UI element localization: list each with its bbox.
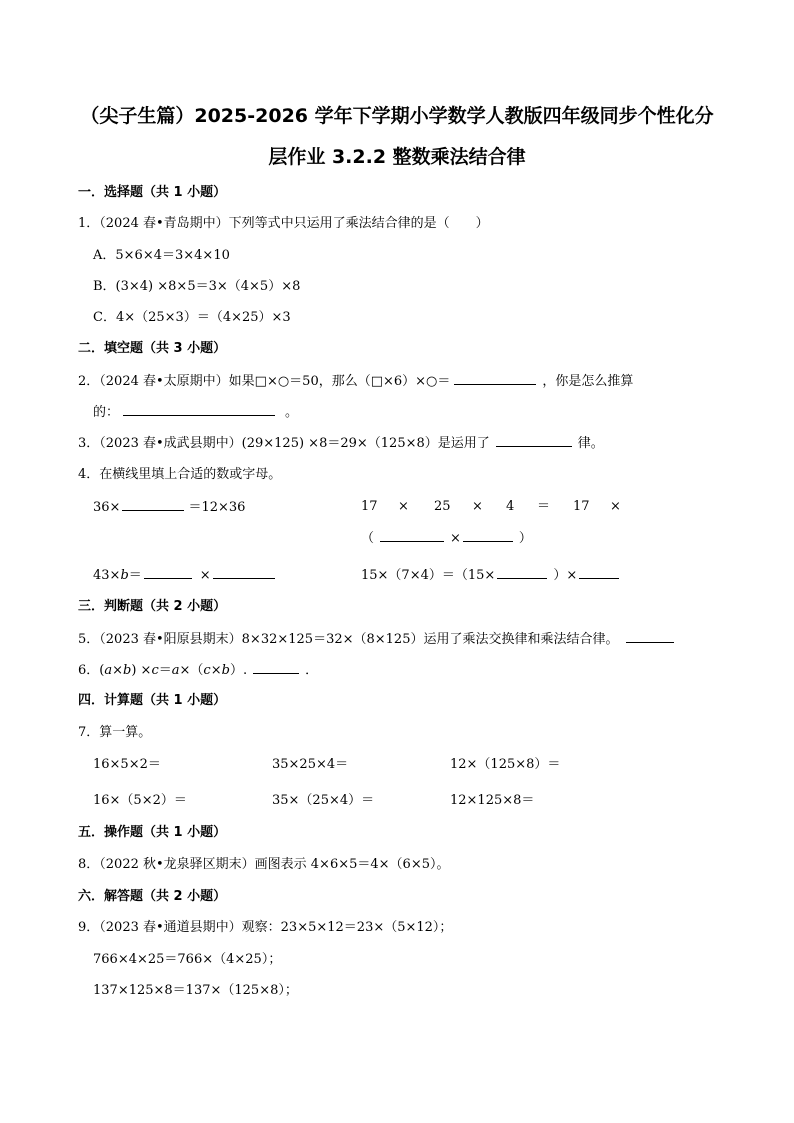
doc-title-line-1: （尖子生篇）2025-2026 学年下学期小学数学人教版四年级同步个性化分 bbox=[80, 105, 714, 127]
item-text: 17 bbox=[361, 499, 378, 514]
question-1-option-a: A．5×6×4＝3×4×10 bbox=[93, 248, 230, 263]
item-text: （ bbox=[361, 531, 375, 546]
answer-blank[interactable] bbox=[579, 566, 619, 579]
item-text: × bbox=[610, 499, 621, 514]
item-text: ＝ bbox=[537, 499, 551, 514]
item-text: 6．( bbox=[78, 663, 105, 678]
item-text: 4 bbox=[506, 499, 515, 514]
answer-blank[interactable] bbox=[122, 498, 184, 511]
question-4-stem: 4．在横线里填上合适的数或字母。 bbox=[78, 467, 282, 482]
question-2-line-2 bbox=[93, 403, 298, 422]
answer-blank[interactable] bbox=[380, 529, 444, 542]
item-text: × bbox=[112, 663, 124, 678]
calc-item: 16×（5×2）＝ bbox=[93, 793, 187, 808]
question-5 bbox=[78, 630, 674, 649]
item-text: 36× bbox=[93, 500, 121, 515]
answer-blank[interactable] bbox=[496, 434, 572, 447]
question-4-item-2-cont bbox=[361, 529, 532, 548]
item-variable: b bbox=[120, 568, 129, 583]
section-heading-operate: 五．操作题（共 1 小题） bbox=[78, 825, 227, 840]
answer-blank[interactable] bbox=[454, 372, 536, 385]
item-text: ＝12×36 bbox=[188, 500, 246, 515]
question-5-text: 5．（2023 春•阳原县期末）8×32×125＝32×（8×125）运用了乘法交换律和乘法结合律。 bbox=[78, 632, 619, 647]
answer-blank[interactable] bbox=[144, 566, 192, 579]
item-text: ）× bbox=[553, 568, 578, 583]
calc-item: 35×（25×4）＝ bbox=[272, 793, 375, 808]
question-2-line-1 bbox=[78, 372, 633, 391]
calc-item: 35×25×4＝ bbox=[272, 757, 349, 772]
item-text: × bbox=[199, 568, 211, 583]
calc-item: 16×5×2＝ bbox=[93, 757, 161, 772]
item-text: 17 bbox=[573, 499, 590, 514]
item-text: 25 bbox=[434, 499, 451, 514]
answer-blank[interactable] bbox=[253, 661, 299, 674]
item-variable: a bbox=[171, 663, 180, 678]
item-text: 43× bbox=[93, 568, 121, 583]
item-text: ） bbox=[518, 531, 532, 546]
question-2-text-b: ，你是怎么推算 bbox=[542, 374, 634, 389]
section-heading-choice: 一．选择题（共 1 小题） bbox=[78, 185, 227, 200]
item-variable: c bbox=[151, 663, 159, 678]
item-text: ． bbox=[305, 663, 319, 678]
calc-item: 12×（125×8）＝ bbox=[450, 757, 561, 772]
question-3 bbox=[78, 434, 604, 453]
item-text: ×（ bbox=[179, 663, 204, 678]
item-variable: a bbox=[104, 663, 113, 678]
item-text: ) × bbox=[131, 663, 152, 678]
item-text: 15×（7×4）＝（15× bbox=[361, 568, 496, 583]
question-6 bbox=[78, 661, 318, 680]
section-heading-answer: 六．解答题（共 2 小题） bbox=[78, 889, 227, 904]
question-9-line-2: 766×4×25＝766×（4×25）； bbox=[93, 952, 282, 967]
section-heading-fill: 二．填空题（共 3 小题） bbox=[78, 341, 227, 356]
section-heading-judge: 三．判断题（共 2 小题） bbox=[78, 599, 227, 614]
question-4-item-4 bbox=[361, 566, 619, 585]
item-text: × bbox=[472, 499, 483, 514]
item-text: ）. bbox=[229, 663, 248, 678]
question-3-text-a: 3．（2023 春•成武县期中）(29×125) ×8＝29×（125×8）是运用了 bbox=[78, 436, 490, 451]
question-2-text-c: 的： bbox=[93, 405, 120, 420]
answer-blank[interactable] bbox=[626, 630, 674, 643]
doc-title-line-2: 层作业 3.2.2 整数乘法结合律 bbox=[268, 146, 526, 168]
item-text: × bbox=[210, 663, 222, 678]
item-text: ＝ bbox=[158, 663, 172, 678]
question-2-text-a: 2．（2024 春•太原期中）如果□×○＝50，那么（□×6）×○＝ bbox=[78, 374, 451, 389]
answer-blank[interactable] bbox=[213, 566, 275, 579]
item-variable: b bbox=[123, 663, 132, 678]
question-9-line-1: 9．（2023 春•通道县期中）观察：23×5×12＝23×（5×12）； bbox=[78, 920, 453, 935]
answer-blank[interactable] bbox=[123, 403, 275, 416]
question-1-option-b: B．(3×4) ×8×5＝3×（4×5）×8 bbox=[93, 279, 301, 294]
question-9-line-3: 137×125×8＝137×（125×8）； bbox=[93, 983, 298, 998]
calc-item: 12×125×8＝ bbox=[450, 793, 535, 808]
item-text: × bbox=[450, 531, 461, 546]
question-2-text-d: 。 bbox=[285, 405, 299, 420]
answer-blank[interactable] bbox=[497, 566, 547, 579]
question-3-text-b: 律。 bbox=[577, 436, 604, 451]
item-text: ＝ bbox=[128, 568, 142, 583]
question-7-stem: 7．算一算。 bbox=[78, 725, 152, 740]
question-1-option-c: C．4×（25×3）＝（4×25）×3 bbox=[93, 310, 291, 325]
item-variable: b bbox=[221, 663, 230, 678]
item-variable: c bbox=[203, 663, 211, 678]
question-4-item-1 bbox=[93, 498, 245, 517]
section-heading-calc: 四．计算题（共 1 小题） bbox=[78, 693, 227, 708]
question-8: 8．（2022 秋•龙泉驿区期末）画图表示 4×6×5＝4×（6×5）。 bbox=[78, 857, 450, 872]
question-4-item-3 bbox=[93, 566, 275, 585]
answer-blank[interactable] bbox=[463, 529, 513, 542]
item-text: × bbox=[398, 499, 409, 514]
question-1-stem: 1．（2024 春•青岛期中）下列等式中只运用了乘法结合律的是（ ） bbox=[78, 216, 489, 231]
